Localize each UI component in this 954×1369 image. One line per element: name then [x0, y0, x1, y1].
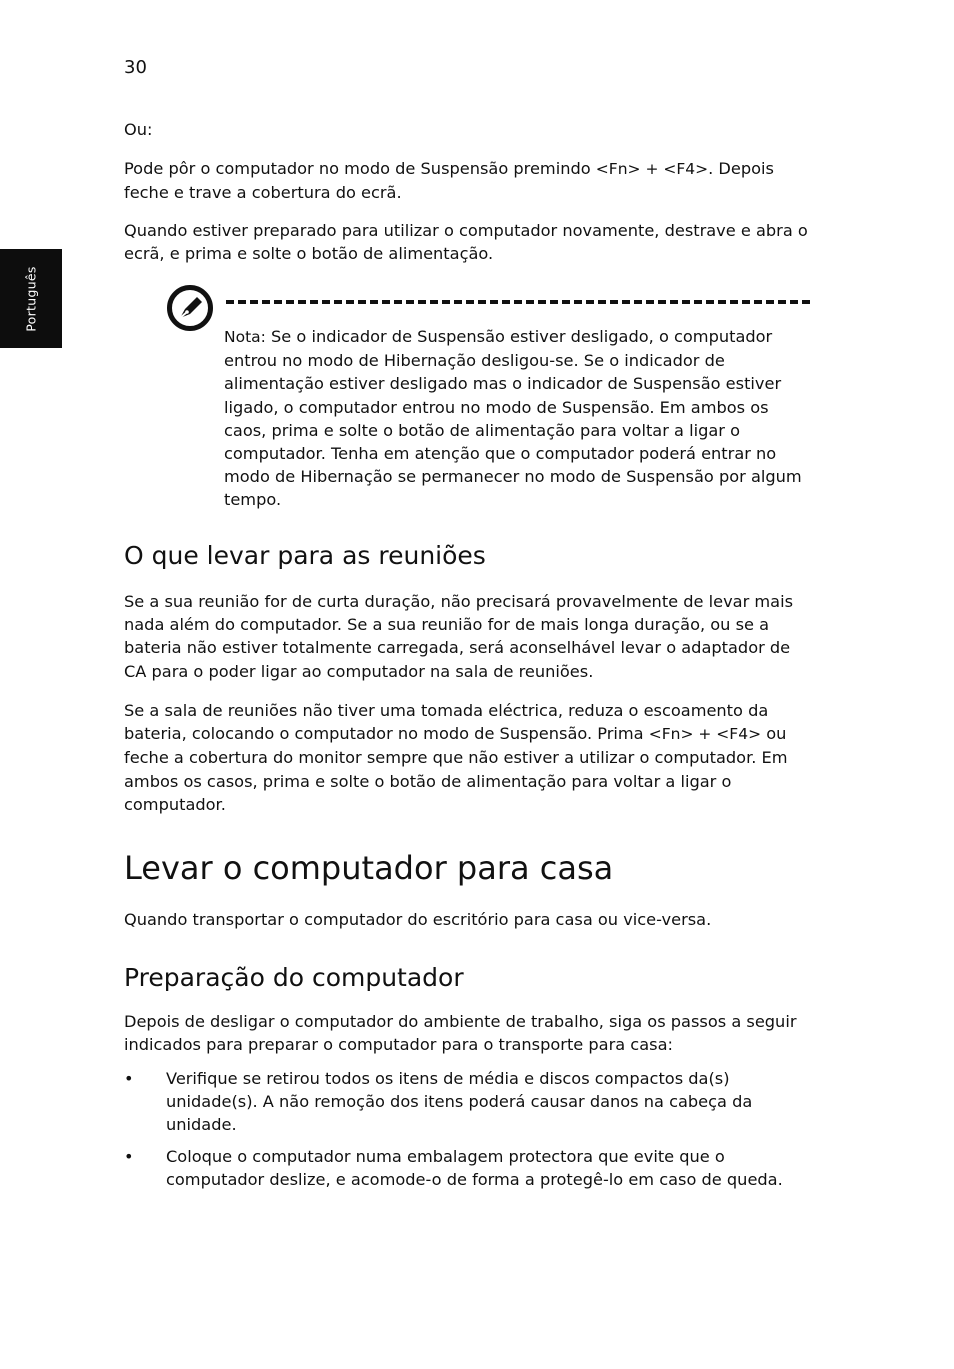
note-label: Nota: [224, 328, 266, 346]
prep-heading: Preparação do computador [124, 963, 464, 992]
meetings-text-start: Se a sala de reuniões não tiver uma tomada eléctrica, reduza o escoamento da bateria, colocando o computador no modo de Suspensão. Prima [124, 701, 769, 744]
bullet-marker: • [124, 1147, 134, 1166]
key-combo: <Fn> + <F4> [595, 160, 709, 178]
note-divider [226, 300, 810, 304]
resume-paragraph: Quando estiver preparado para utilizar o computador novamente, destrave e abra o ecrã, e prima e solte o botão de alimentação. [124, 221, 808, 264]
prep-intro: Depois de desligar o computador do ambiente de trabalho, siga os passos a seguir indicados para preparar o computador para o transporte para casa: [124, 1012, 797, 1055]
meetings-text-end: ou feche a cobertura do monitor sempre que não estiver a utilizar o computador. Em ambos os casos, prima e solte o botão de alimentação para voltar a ligar o computador. [124, 724, 788, 814]
suspend-text-end: . Depois feche e trave a cobertura do ecrã. [124, 159, 774, 203]
list-item-text: Verifique se retirou todos os itens de média e discos compactos da(s) unidade(s). A não remoção dos itens poderá causar danos na cabeça da unidade. [166, 1069, 753, 1135]
home-heading: Levar o computador para casa [124, 849, 614, 887]
suspend-paragraph [124, 157, 814, 204]
or-line: Ou: [124, 120, 153, 139]
note-pen-icon [166, 284, 214, 332]
bullet-marker: • [124, 1069, 134, 1088]
note-paragraph [224, 325, 809, 512]
language-side-tab [0, 249, 62, 348]
page-number: 30 [124, 57, 147, 78]
key-combo-2: <Fn> + <F4> [648, 725, 762, 744]
note-body: Se o indicador de Suspensão estiver desligado, o computador entrou no modo de Hibernação desligou-se. Se o indicador de alimentação estiver desligado mas o indicador de Suspensão estiver ligado, o computador entrou no modo de Suspensão. Em ambos os caos, prima e solte o botão de alimentação para voltar a ligar o computador. Tenha em atenção que o computador poderá entrar no modo de Hibernação se permanecer no modo de Suspensão por algum tempo. [224, 327, 802, 510]
list-item-text: Coloque o computador numa embalagem protectora que evite que o computador deslize, e acomode-o de forma a protegê-lo em caso de queda. [166, 1147, 783, 1190]
suspend-text-start: Pode pôr o computador no modo de Suspensão premindo [124, 159, 596, 178]
meetings-paragraph-1: Se a sua reunião for de curta duração, não precisará provavelmente de levar mais nada além do computador. Se a sua reunião for de mais longa duração, ou se a bateria não estiver totalmente carregada, será aconselhável levar o adaptador de CA para o poder ligar ao computador na sala de reuniões. [124, 592, 794, 681]
home-intro: Quando transportar o computador do escritório para casa ou vice-versa. [124, 910, 712, 929]
meetings-paragraph-2 [124, 699, 814, 816]
language-tab-label: Português [23, 266, 39, 332]
meetings-heading: O que levar para as reuniões [124, 541, 486, 570]
